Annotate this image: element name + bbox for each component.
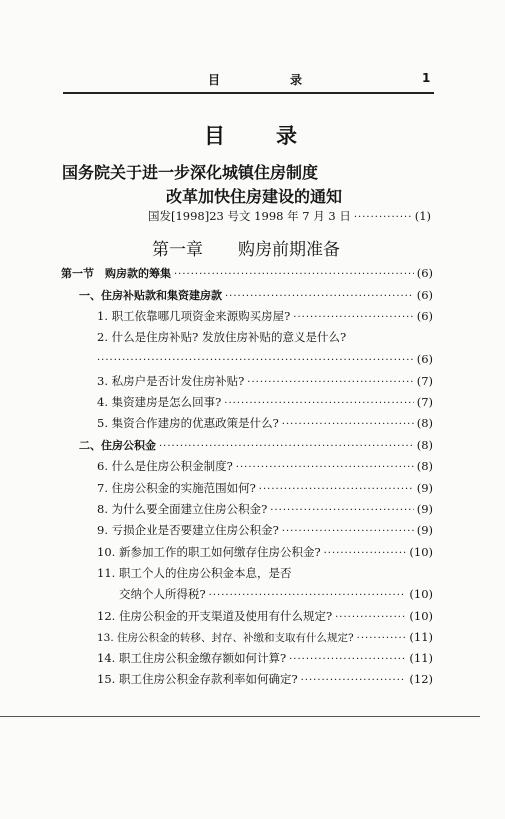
header-center-char: 录 [290, 73, 303, 87]
toc-entry-q8 [97, 500, 433, 518]
toc-entry-page: (8) [416, 459, 433, 473]
toc-entry-q11 [97, 564, 433, 582]
toc-entry-page: (11) [409, 651, 433, 665]
toc-entry-text: 第一节 购房款的筹集 [61, 267, 171, 280]
header-rule [63, 92, 434, 94]
toc-entry-page: (9) [416, 481, 433, 495]
toc-entry-text: 3. 私房户是否计发住房补贴? [97, 374, 245, 388]
leader-dots [236, 459, 414, 477]
toc-entry-page: (10) [409, 609, 433, 623]
leader-dots [354, 209, 412, 227]
toc-entry-q10 [97, 543, 433, 561]
toc-entry-q11-continued [119, 585, 433, 603]
toc-entry-text: 9. 亏损企业是否要建立住房公积金? [97, 523, 279, 537]
scan-edge-line [0, 716, 480, 717]
leader-dots [259, 481, 414, 499]
toc-entry-page: (7) [416, 374, 433, 388]
toc-entry-q14 [97, 649, 433, 667]
header-page-number: 1 [422, 71, 431, 85]
toc-entry-page: (6) [416, 309, 433, 323]
leader-dots [324, 545, 407, 563]
toc-entry-text: 二、住房公积金 [79, 439, 156, 452]
toc-entry-q7 [97, 479, 433, 497]
toc-entry-text: 14. 职工住房公积金缴存额如何计算? [97, 651, 287, 665]
toc-entry-text: 13. 住房公积金的转移、封存、补缴和支取有什么规定? [97, 632, 354, 644]
leader-dots [282, 416, 414, 434]
chapter-number: 第一章 [152, 240, 203, 260]
toc-entry-text: 5. 集资合作建房的优惠政策是什么? [97, 416, 279, 430]
toc-entry-page: (7) [416, 395, 433, 409]
leader-dots [209, 587, 407, 605]
toc-entry-page: (11) [409, 630, 433, 644]
toc-entry-section-1 [61, 264, 433, 282]
leader-dots [357, 630, 407, 648]
notice-reference-text: 国发[1998]23 号文 1998 年 7 月 3 日 [148, 209, 351, 223]
title-char-1: 目 [204, 124, 225, 148]
toc-entry-page: (9) [416, 523, 433, 537]
leader-dots [282, 523, 414, 541]
toc-entry-q13 [97, 628, 433, 646]
toc-entry-q15 [97, 670, 433, 688]
toc-entry-text: 12. 住房公积金的开支渠道及使用有什么规定? [97, 609, 333, 623]
notice-title-line-2: 改革加快住房建设的通知 [166, 187, 343, 206]
notice-title-line-1: 国务院关于进一步深化城镇住房制度 [62, 163, 319, 182]
toc-entry-q5 [97, 414, 433, 432]
notice-reference-page: (1) [414, 209, 431, 223]
toc-entry-q3 [97, 372, 433, 390]
toc-entry-page: (8) [416, 416, 433, 430]
toc-entry-q12 [97, 607, 433, 625]
chapter-name: 购房前期准备 [238, 240, 340, 260]
toc-entry-page: (9) [416, 502, 433, 516]
toc-entry-q2 [97, 328, 433, 346]
toc-entry-subsection-2 [79, 436, 433, 454]
toc-entry-page: (6) [416, 288, 433, 302]
toc-entry-text: 8. 为什么要全面建立住房公积金? [97, 502, 268, 516]
toc-entry-page: (6) [416, 266, 433, 280]
toc-entry-subsection-1 [79, 286, 433, 304]
toc-entry-text: 一、住房补贴款和集资建房款 [79, 289, 222, 302]
toc-entry-q2-continued [97, 350, 433, 368]
toc-entry-page: (12) [409, 672, 433, 686]
toc-entry-page: (6) [416, 352, 433, 366]
header-left-char: 目 [208, 73, 221, 87]
leader-dots [293, 309, 413, 327]
leader-dots [270, 502, 413, 520]
leader-dots [247, 374, 413, 392]
toc-entry-page: (10) [409, 545, 433, 559]
toc-entry-q4 [97, 393, 433, 411]
toc-entry-text: 15. 职工住房公积金存款利率如何确定? [97, 672, 298, 686]
leader-dots [224, 395, 413, 413]
toc-entry-text: 2. 什么是住房补贴? 发放住房补贴的意义是什么? [97, 330, 347, 344]
toc-entry-q6 [97, 457, 433, 475]
title-char-2: 录 [276, 124, 297, 148]
toc-entry-text: 1. 职工依靠哪几项资金来源购买房屋? [97, 309, 291, 323]
toc-entry-text: 交纳个人所得税? [119, 587, 206, 601]
toc-entry-text: 7. 住房公积金的实施范围如何? [97, 481, 256, 495]
toc-entry-page: (10) [409, 587, 433, 601]
toc-entry-text: 10. 新参加工作的职工如何缴存住房公积金? [97, 545, 321, 559]
leader-dots [174, 266, 414, 284]
leader-dots [97, 352, 414, 370]
toc-entry-text: 4. 集资建房是怎么回事? [97, 395, 222, 409]
toc-entry-page: (8) [416, 438, 433, 452]
toc-entry-q9 [97, 521, 433, 539]
toc-entry-text: 6. 什么是住房公积金制度? [97, 459, 233, 473]
toc-entry-q1 [97, 307, 433, 325]
leader-dots [301, 672, 407, 690]
leader-dots [335, 609, 406, 627]
leader-dots [225, 288, 414, 306]
leader-dots [289, 651, 406, 669]
notice-reference [148, 207, 431, 225]
toc-entry-text: 11. 职工个人的住房公积金本息，是否 [97, 566, 292, 580]
leader-dots [159, 438, 414, 456]
